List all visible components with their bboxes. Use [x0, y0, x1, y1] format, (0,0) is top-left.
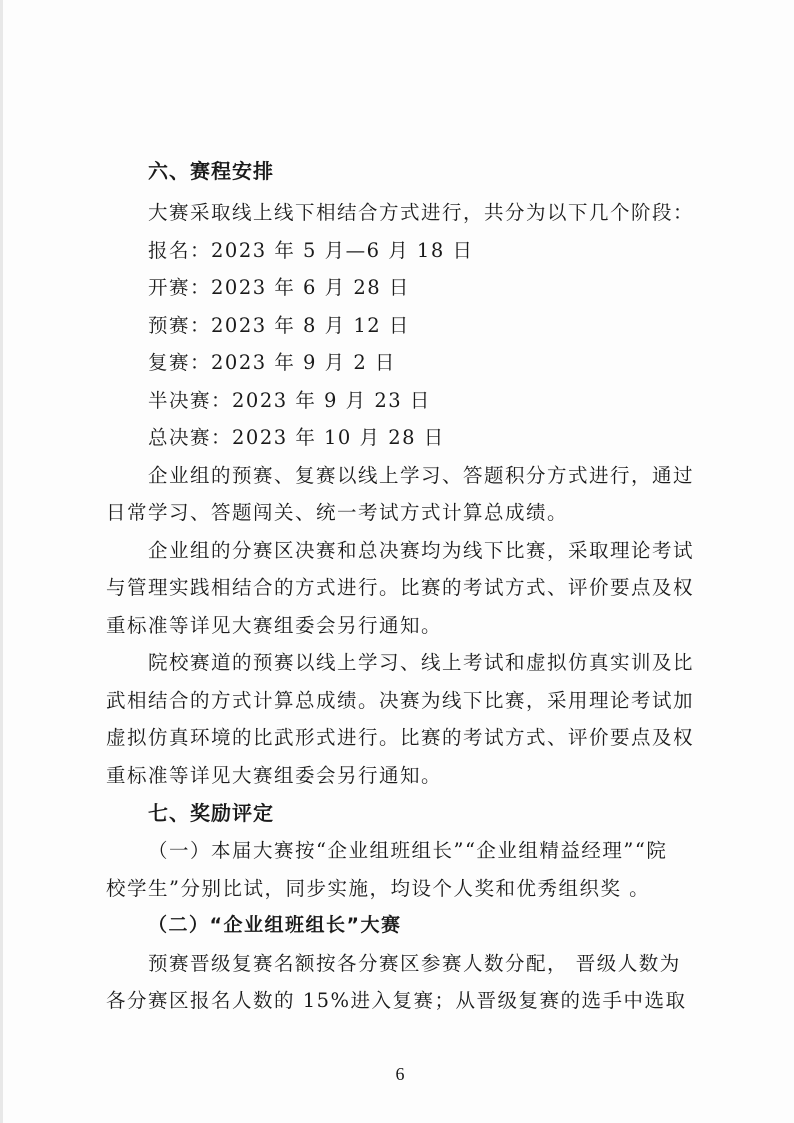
para1-line2: 日常学习、答题闯关、统一考试方式计算总成绩。 [106, 501, 569, 524]
section-6-heading: 六、赛程安排 [148, 159, 274, 183]
item1-line1: （一）本届大赛按“企业组班组长”“企业组精益经理”“院 [148, 839, 668, 862]
para3-line1: 院校赛道的预赛以线上学习、线上考试和虚拟仿真实训及比 [148, 651, 695, 674]
document-body [106, 152, 720, 1020]
schedule-preliminary: 预赛：2023 年 8 月 12 日 [148, 313, 410, 337]
page-number: 6 [395, 1064, 405, 1084]
para2-line1: 企业组的分赛区决赛和总决赛均为线下比赛，采取理论考试 [148, 538, 695, 562]
para3-line2: 武相结合的方式计算总成绩。决赛为线下比赛，采用理论考试加 [106, 688, 695, 712]
para2-line3: 重标准等详见大赛组委会另行通知。 [106, 613, 443, 637]
item2-heading: （二）“企业组班组长”大赛 [148, 914, 402, 936]
schedule-semifinal: 半决赛：2023 年 9 月 23 日 [148, 388, 431, 412]
schedule-final: 总决赛：2023 年 10 月 28 日 [148, 426, 445, 449]
schedule-rematch: 复赛：2023 年 9 月 2 日 [148, 351, 396, 374]
para2-line2: 与管理实践相结合的方式进行。比赛的考试方式、评价要点及权 [106, 576, 695, 599]
item2-line1: 预赛晋级复赛名额按各分赛区参赛人数分配， 晋级人数为 [148, 951, 681, 975]
schedule-opening: 开赛：2023 年 6 月 28 日 [148, 276, 410, 299]
para3-line3: 虚拟仿真环境的比武形式进行。比赛的考试方式、评价要点及权 [106, 726, 695, 749]
para1-line1: 企业组的预赛、复赛以线上学习、答题积分方式进行，通过 [148, 463, 695, 487]
para3-line4: 重标准等详见大赛组委会另行通知。 [106, 763, 443, 787]
section-7-heading: 七、奖励评定 [148, 801, 274, 825]
section-6-intro: 大赛采取线上线下相结合方式进行，共分为以下几个阶段： [148, 201, 695, 224]
item1-line2: 校学生”分别比试，同步实施，均设个人奖和优秀组织奖 。 [106, 876, 651, 900]
item2-line2: 各分赛区报名人数的 15%进入复赛；从晋级复赛的选手中选取 [106, 989, 687, 1012]
schedule-registration: 报名：2023 年 5 月—6 月 18 日 [148, 238, 474, 262]
